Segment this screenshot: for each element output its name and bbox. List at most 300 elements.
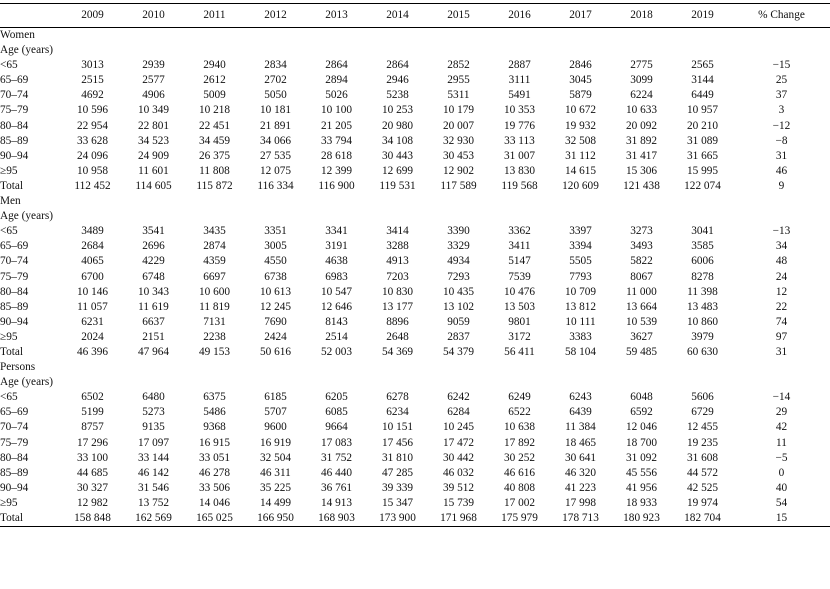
cell-value: 17 296 (76, 436, 109, 449)
cell-value: 22 954 (76, 119, 109, 132)
cell-value: 5311 (447, 89, 470, 102)
cell-value: 114 605 (135, 179, 172, 192)
cell-value: 10 253 (381, 104, 414, 117)
cell-value: 15 995 (686, 164, 719, 177)
cell-value: 17 892 (503, 436, 536, 449)
row-label: <65 (0, 59, 18, 72)
table-row (0, 420, 830, 435)
cell-value: 3435 (203, 225, 226, 238)
cell-value: 2612 (203, 74, 226, 87)
cell-value: 13 812 (564, 300, 597, 313)
row-label: <65 (0, 391, 18, 404)
cell-value: 12 902 (442, 164, 475, 177)
cell-value: 36 761 (320, 481, 353, 494)
percent-change: −8 (775, 134, 788, 147)
cell-value: 5147 (508, 255, 531, 268)
table-row (0, 164, 830, 179)
cell-value: 4906 (142, 89, 165, 102)
cell-value: 13 503 (503, 300, 536, 313)
section-persons (0, 360, 830, 527)
cell-value: 3351 (264, 225, 287, 238)
row-label: Total (0, 179, 24, 192)
percent-change: −5 (775, 451, 788, 464)
row-label: Total (0, 345, 24, 358)
cell-value: 119 531 (379, 179, 416, 192)
cell-value: 6748 (142, 270, 165, 283)
cell-value: 14 913 (320, 496, 353, 509)
cell-value: 11 384 (565, 421, 596, 434)
cell-value: 3005 (264, 240, 287, 253)
cell-value: 3493 (630, 240, 653, 253)
cell-value: 21 891 (259, 119, 292, 132)
cell-value: 56 411 (504, 345, 535, 358)
cell-value: 31 546 (137, 481, 170, 494)
cell-value: 24 096 (76, 149, 109, 162)
table-row (0, 436, 830, 451)
cell-value: 121 438 (623, 179, 660, 192)
percent-change: 48 (775, 255, 788, 268)
row-label: 90–94 (0, 315, 29, 328)
cell-value: 5026 (325, 89, 348, 102)
header-row (0, 4, 830, 28)
cell-value: 19 974 (686, 496, 719, 509)
table-row (0, 496, 830, 511)
section-subtitle-row (0, 375, 830, 390)
cell-value: 6006 (691, 255, 714, 268)
cell-value: 31 665 (686, 149, 719, 162)
cell-value: 8757 (81, 421, 104, 434)
percent-change: 25 (775, 74, 788, 87)
cell-value: 26 375 (198, 149, 231, 162)
row-label: 75–79 (0, 104, 29, 117)
cell-value: 2648 (386, 330, 409, 343)
cell-value: 34 459 (198, 134, 231, 147)
cell-value: 6592 (630, 406, 653, 419)
percent-change: −15 (772, 59, 791, 72)
percent-change: 29 (775, 406, 788, 419)
cell-value: 2514 (325, 330, 348, 343)
cell-value: 3172 (508, 330, 531, 343)
table-row (0, 330, 830, 345)
table-row (0, 451, 830, 466)
cell-value: 41 956 (625, 481, 658, 494)
cell-value: 31 608 (686, 451, 719, 464)
cell-value: 6697 (203, 270, 226, 283)
cell-value: 15 306 (625, 164, 658, 177)
cell-value: 35 225 (259, 481, 292, 494)
cell-value: 30 443 (381, 149, 414, 162)
cell-value: 19 932 (564, 119, 597, 132)
cell-value: 10 435 (442, 285, 475, 298)
row-label: 75–79 (0, 270, 29, 283)
cell-value: 30 641 (564, 451, 597, 464)
percent-change: 24 (775, 270, 788, 283)
cell-value: 13 102 (442, 300, 475, 313)
table-row (0, 254, 830, 269)
cell-value: 2684 (81, 240, 104, 253)
cell-value: 10 547 (320, 285, 353, 298)
cell-value: 2940 (203, 59, 226, 72)
cell-value: 30 327 (76, 481, 109, 494)
cell-value: 3979 (691, 330, 714, 343)
cell-value: 41 223 (564, 481, 597, 494)
cell-value: 6729 (691, 406, 714, 419)
cell-value: 3414 (386, 225, 409, 238)
cell-value: 3099 (630, 74, 653, 87)
cell-value: 7539 (508, 270, 531, 283)
cell-value: 8278 (691, 270, 714, 283)
cell-value: 3273 (630, 225, 653, 238)
section-women (0, 28, 830, 195)
cell-value: 10 151 (381, 421, 414, 434)
cell-value: 33 051 (198, 451, 231, 464)
table-row (0, 390, 830, 405)
row-label: 90–94 (0, 481, 29, 494)
cell-value: 3191 (325, 240, 348, 253)
cell-value: 7793 (569, 270, 592, 283)
cell-value: 2696 (142, 240, 165, 253)
section-subtitle-row (0, 209, 830, 224)
cell-value: 120 609 (562, 179, 599, 192)
cell-value: 119 568 (501, 179, 538, 192)
year-header: 2018 (630, 9, 653, 21)
cell-value: 60 630 (686, 345, 719, 358)
row-label: 80–84 (0, 285, 29, 298)
cell-value: 10 146 (76, 285, 109, 298)
cell-value: 115 872 (196, 179, 233, 192)
total-row (0, 179, 830, 194)
cell-value: 3585 (691, 240, 714, 253)
cell-value: 31 892 (625, 134, 658, 147)
row-label: 65–69 (0, 74, 29, 87)
cell-value: 12 046 (625, 421, 658, 434)
total-row (0, 511, 830, 527)
cell-value: 2834 (264, 59, 287, 72)
table-row (0, 134, 830, 149)
table-row (0, 285, 830, 300)
cell-value: 12 699 (381, 164, 414, 177)
cell-value: 58 104 (564, 345, 597, 358)
cell-value: 2151 (142, 330, 165, 343)
cell-value: 182 704 (684, 512, 721, 524)
cell-value: 34 066 (259, 134, 292, 147)
cell-value: 10 111 (565, 315, 596, 328)
cell-value: 32 930 (442, 134, 475, 147)
cell-value: 18 465 (564, 436, 597, 449)
cell-value: 6205 (325, 391, 348, 404)
section-subtitle: Age (years) (0, 44, 54, 57)
cell-value: 4359 (203, 255, 226, 268)
cell-value: 14 615 (564, 164, 597, 177)
cell-value: 10 613 (259, 285, 292, 298)
row-label: 85–89 (0, 300, 29, 313)
cell-value: 10 672 (564, 104, 597, 117)
cell-value: 7293 (447, 270, 470, 283)
cell-value: 6700 (81, 270, 104, 283)
cell-value: 52 003 (320, 345, 353, 358)
cell-value: 6375 (203, 391, 226, 404)
cell-value: 5486 (203, 406, 226, 419)
cell-value: 168 903 (318, 512, 355, 524)
table-row (0, 73, 830, 88)
cell-value: 2846 (569, 59, 592, 72)
cell-value: 31 112 (565, 149, 596, 162)
cell-value: 30 453 (442, 149, 475, 162)
year-header: 2017 (569, 9, 592, 21)
cell-value: 6243 (569, 391, 592, 404)
cell-value: 10 600 (198, 285, 231, 298)
cell-value: 2702 (264, 74, 287, 87)
cell-value: 34 108 (381, 134, 414, 147)
cell-value: 12 075 (259, 164, 292, 177)
percent-change: 34 (775, 240, 788, 253)
year-header: 2010 (142, 9, 165, 21)
cell-value: 2837 (447, 330, 470, 343)
table-row (0, 405, 830, 420)
cell-value: 47 964 (137, 345, 170, 358)
row-label: 65–69 (0, 406, 29, 419)
table-row (0, 103, 830, 118)
cell-value: 46 032 (442, 466, 475, 479)
table-row (0, 224, 830, 239)
percent-change: 42 (775, 421, 788, 434)
cell-value: 2874 (203, 240, 226, 253)
year-header: 2016 (508, 9, 531, 21)
cell-value: 8067 (630, 270, 653, 283)
cell-value: 2955 (447, 74, 470, 87)
cell-value: 32 508 (564, 134, 597, 147)
cell-value: 10 633 (625, 104, 658, 117)
cell-value: 10 245 (442, 421, 475, 434)
cell-value: 6480 (142, 391, 165, 404)
section-title: Persons (0, 361, 36, 374)
cell-value: 166 950 (257, 512, 294, 524)
cell-value: 6637 (142, 315, 165, 328)
percent-change: 11 (776, 436, 787, 449)
cell-value: 2939 (142, 59, 165, 72)
row-label: 90–94 (0, 149, 29, 162)
row-label: 80–84 (0, 119, 29, 132)
cell-value: 6242 (447, 391, 470, 404)
cell-value: 5050 (264, 89, 287, 102)
cell-value: 46 311 (260, 466, 291, 479)
cell-value: 12 646 (320, 300, 353, 313)
cell-value: 6048 (630, 391, 653, 404)
cell-value: 17 456 (381, 436, 414, 449)
cell-value: 14 499 (259, 496, 292, 509)
cell-value: 2864 (386, 59, 409, 72)
cell-value: 112 452 (74, 179, 111, 192)
section-title-row (0, 28, 830, 44)
cell-value: 31 417 (625, 149, 658, 162)
cell-value: 19 776 (503, 119, 536, 132)
percent-change: 22 (775, 300, 788, 313)
cell-value: 20 007 (442, 119, 475, 132)
section-subtitle: Age (years) (0, 376, 54, 389)
cell-value: 17 472 (442, 436, 475, 449)
cell-value: 10 596 (76, 104, 109, 117)
cell-value: 11 619 (138, 300, 169, 313)
cell-value: 6522 (508, 406, 531, 419)
row-label: 80–84 (0, 451, 29, 464)
percent-change: 12 (775, 285, 788, 298)
change-header: % Change (758, 9, 805, 21)
table-row (0, 88, 830, 103)
cell-value: 116 900 (318, 179, 355, 192)
cell-value: 13 177 (381, 300, 414, 313)
cell-value: 6502 (81, 391, 104, 404)
cell-value: 17 097 (137, 436, 170, 449)
cell-value: 6449 (691, 89, 714, 102)
cell-value: 54 369 (381, 345, 414, 358)
cell-value: 2887 (508, 59, 531, 72)
table-row (0, 315, 830, 330)
cell-value: 30 252 (503, 451, 536, 464)
cell-value: 10 349 (137, 104, 170, 117)
cell-value: 39 339 (381, 481, 414, 494)
cell-value: 6249 (508, 391, 531, 404)
cell-value: 31 752 (320, 451, 353, 464)
cell-value: 6185 (264, 391, 287, 404)
cell-value: 20 980 (381, 119, 414, 132)
cell-value: 54 379 (442, 345, 475, 358)
cell-value: 46 142 (137, 466, 170, 479)
cell-value: 6085 (325, 406, 348, 419)
cell-value: 3111 (508, 74, 531, 87)
cell-value: 122 074 (684, 179, 721, 192)
year-header: 2011 (203, 9, 226, 21)
section-title: Men (0, 195, 21, 208)
year-header: 2009 (81, 9, 104, 21)
cell-value: 2424 (264, 330, 287, 343)
cell-value: 18 933 (625, 496, 658, 509)
cell-value: 11 398 (687, 285, 718, 298)
cell-value: 22 451 (198, 119, 231, 132)
cell-value: 15 739 (442, 496, 475, 509)
section-title: Women (0, 29, 35, 41)
cell-value: 11 808 (199, 164, 230, 177)
section-title-row (0, 194, 830, 209)
cell-value: 4229 (142, 255, 165, 268)
cell-value: 5879 (569, 89, 592, 102)
cell-value: 10 830 (381, 285, 414, 298)
cell-value: 31 089 (686, 134, 719, 147)
cell-value: 9801 (508, 315, 531, 328)
cell-value: 8896 (386, 315, 409, 328)
cell-value: 5199 (81, 406, 104, 419)
cell-value: 4638 (325, 255, 348, 268)
cell-value: 11 601 (138, 164, 169, 177)
cell-value: 24 909 (137, 149, 170, 162)
cell-value: 17 998 (564, 496, 597, 509)
cell-value: 10 179 (442, 104, 475, 117)
cell-value: 2565 (691, 59, 714, 72)
cell-value: 12 399 (320, 164, 353, 177)
cell-value: 6224 (630, 89, 653, 102)
cell-value: 116 334 (257, 179, 294, 192)
row-label: ≥95 (0, 330, 18, 343)
percent-change: 46 (775, 164, 788, 177)
row-label: ≥95 (0, 164, 18, 177)
cell-value: 162 569 (135, 512, 172, 524)
cell-value: 3041 (691, 225, 714, 238)
cell-value: 50 616 (259, 345, 292, 358)
cell-value: 3394 (569, 240, 592, 253)
cell-value: 22 801 (137, 119, 170, 132)
year-header: 2019 (691, 9, 714, 21)
cell-value: 5273 (142, 406, 165, 419)
cell-value: 11 819 (199, 300, 230, 313)
cell-value: 2946 (386, 74, 409, 87)
cell-value: 47 285 (381, 466, 414, 479)
year-header: 2015 (447, 9, 470, 21)
total-row (0, 345, 830, 360)
cell-value: 7203 (386, 270, 409, 283)
cell-value: 9059 (447, 315, 470, 328)
cell-value: 44 685 (76, 466, 109, 479)
cell-value: 40 808 (503, 481, 536, 494)
percent-change: 31 (775, 345, 788, 358)
cell-value: 46 440 (320, 466, 353, 479)
cell-value: 31 092 (625, 451, 658, 464)
cell-value: 28 618 (320, 149, 353, 162)
row-label: 85–89 (0, 134, 29, 147)
cell-value: 6284 (447, 406, 470, 419)
percent-change: 40 (775, 481, 788, 494)
cell-value: 17 083 (320, 436, 353, 449)
percent-change: 9 (778, 179, 785, 192)
table-row (0, 270, 830, 285)
percent-change: 54 (775, 496, 788, 509)
cell-value: 31 810 (381, 451, 414, 464)
cell-value: 175 979 (501, 512, 538, 524)
row-label: 75–79 (0, 436, 29, 449)
cell-value: 3329 (447, 240, 470, 253)
cell-value: 20 092 (625, 119, 658, 132)
percent-change: −12 (772, 119, 791, 132)
cell-value: 3341 (325, 225, 348, 238)
cell-value: 44 572 (686, 466, 719, 479)
cell-value: 10 958 (76, 164, 109, 177)
cell-value: 11 057 (77, 300, 108, 313)
cell-value: 46 616 (503, 466, 536, 479)
cell-value: 2515 (81, 74, 104, 87)
cell-value: 3397 (569, 225, 592, 238)
row-label: 70–74 (0, 421, 29, 434)
cell-value: 12 982 (76, 496, 109, 509)
cell-value: 4692 (81, 89, 104, 102)
cell-value: 4550 (264, 255, 287, 268)
cell-value: 158 848 (74, 512, 111, 524)
cell-value: 4934 (447, 255, 470, 268)
cell-value: 46 278 (198, 466, 231, 479)
cell-value: 13 483 (686, 300, 719, 313)
cell-value: 3288 (386, 240, 409, 253)
cell-value: 10 218 (198, 104, 231, 117)
cell-value: 7131 (203, 315, 226, 328)
cell-value: 30 442 (442, 451, 475, 464)
cell-value: 9600 (264, 421, 287, 434)
row-label: <65 (0, 225, 18, 238)
cell-value: 12 245 (259, 300, 292, 313)
cell-value: 9664 (325, 421, 348, 434)
cell-value: 20 210 (686, 119, 719, 132)
cell-value: 27 535 (259, 149, 292, 162)
year-header: 2012 (264, 9, 287, 21)
table-row (0, 300, 830, 315)
percent-change: 31 (775, 149, 788, 162)
section-subtitle: Age (years) (0, 210, 54, 223)
